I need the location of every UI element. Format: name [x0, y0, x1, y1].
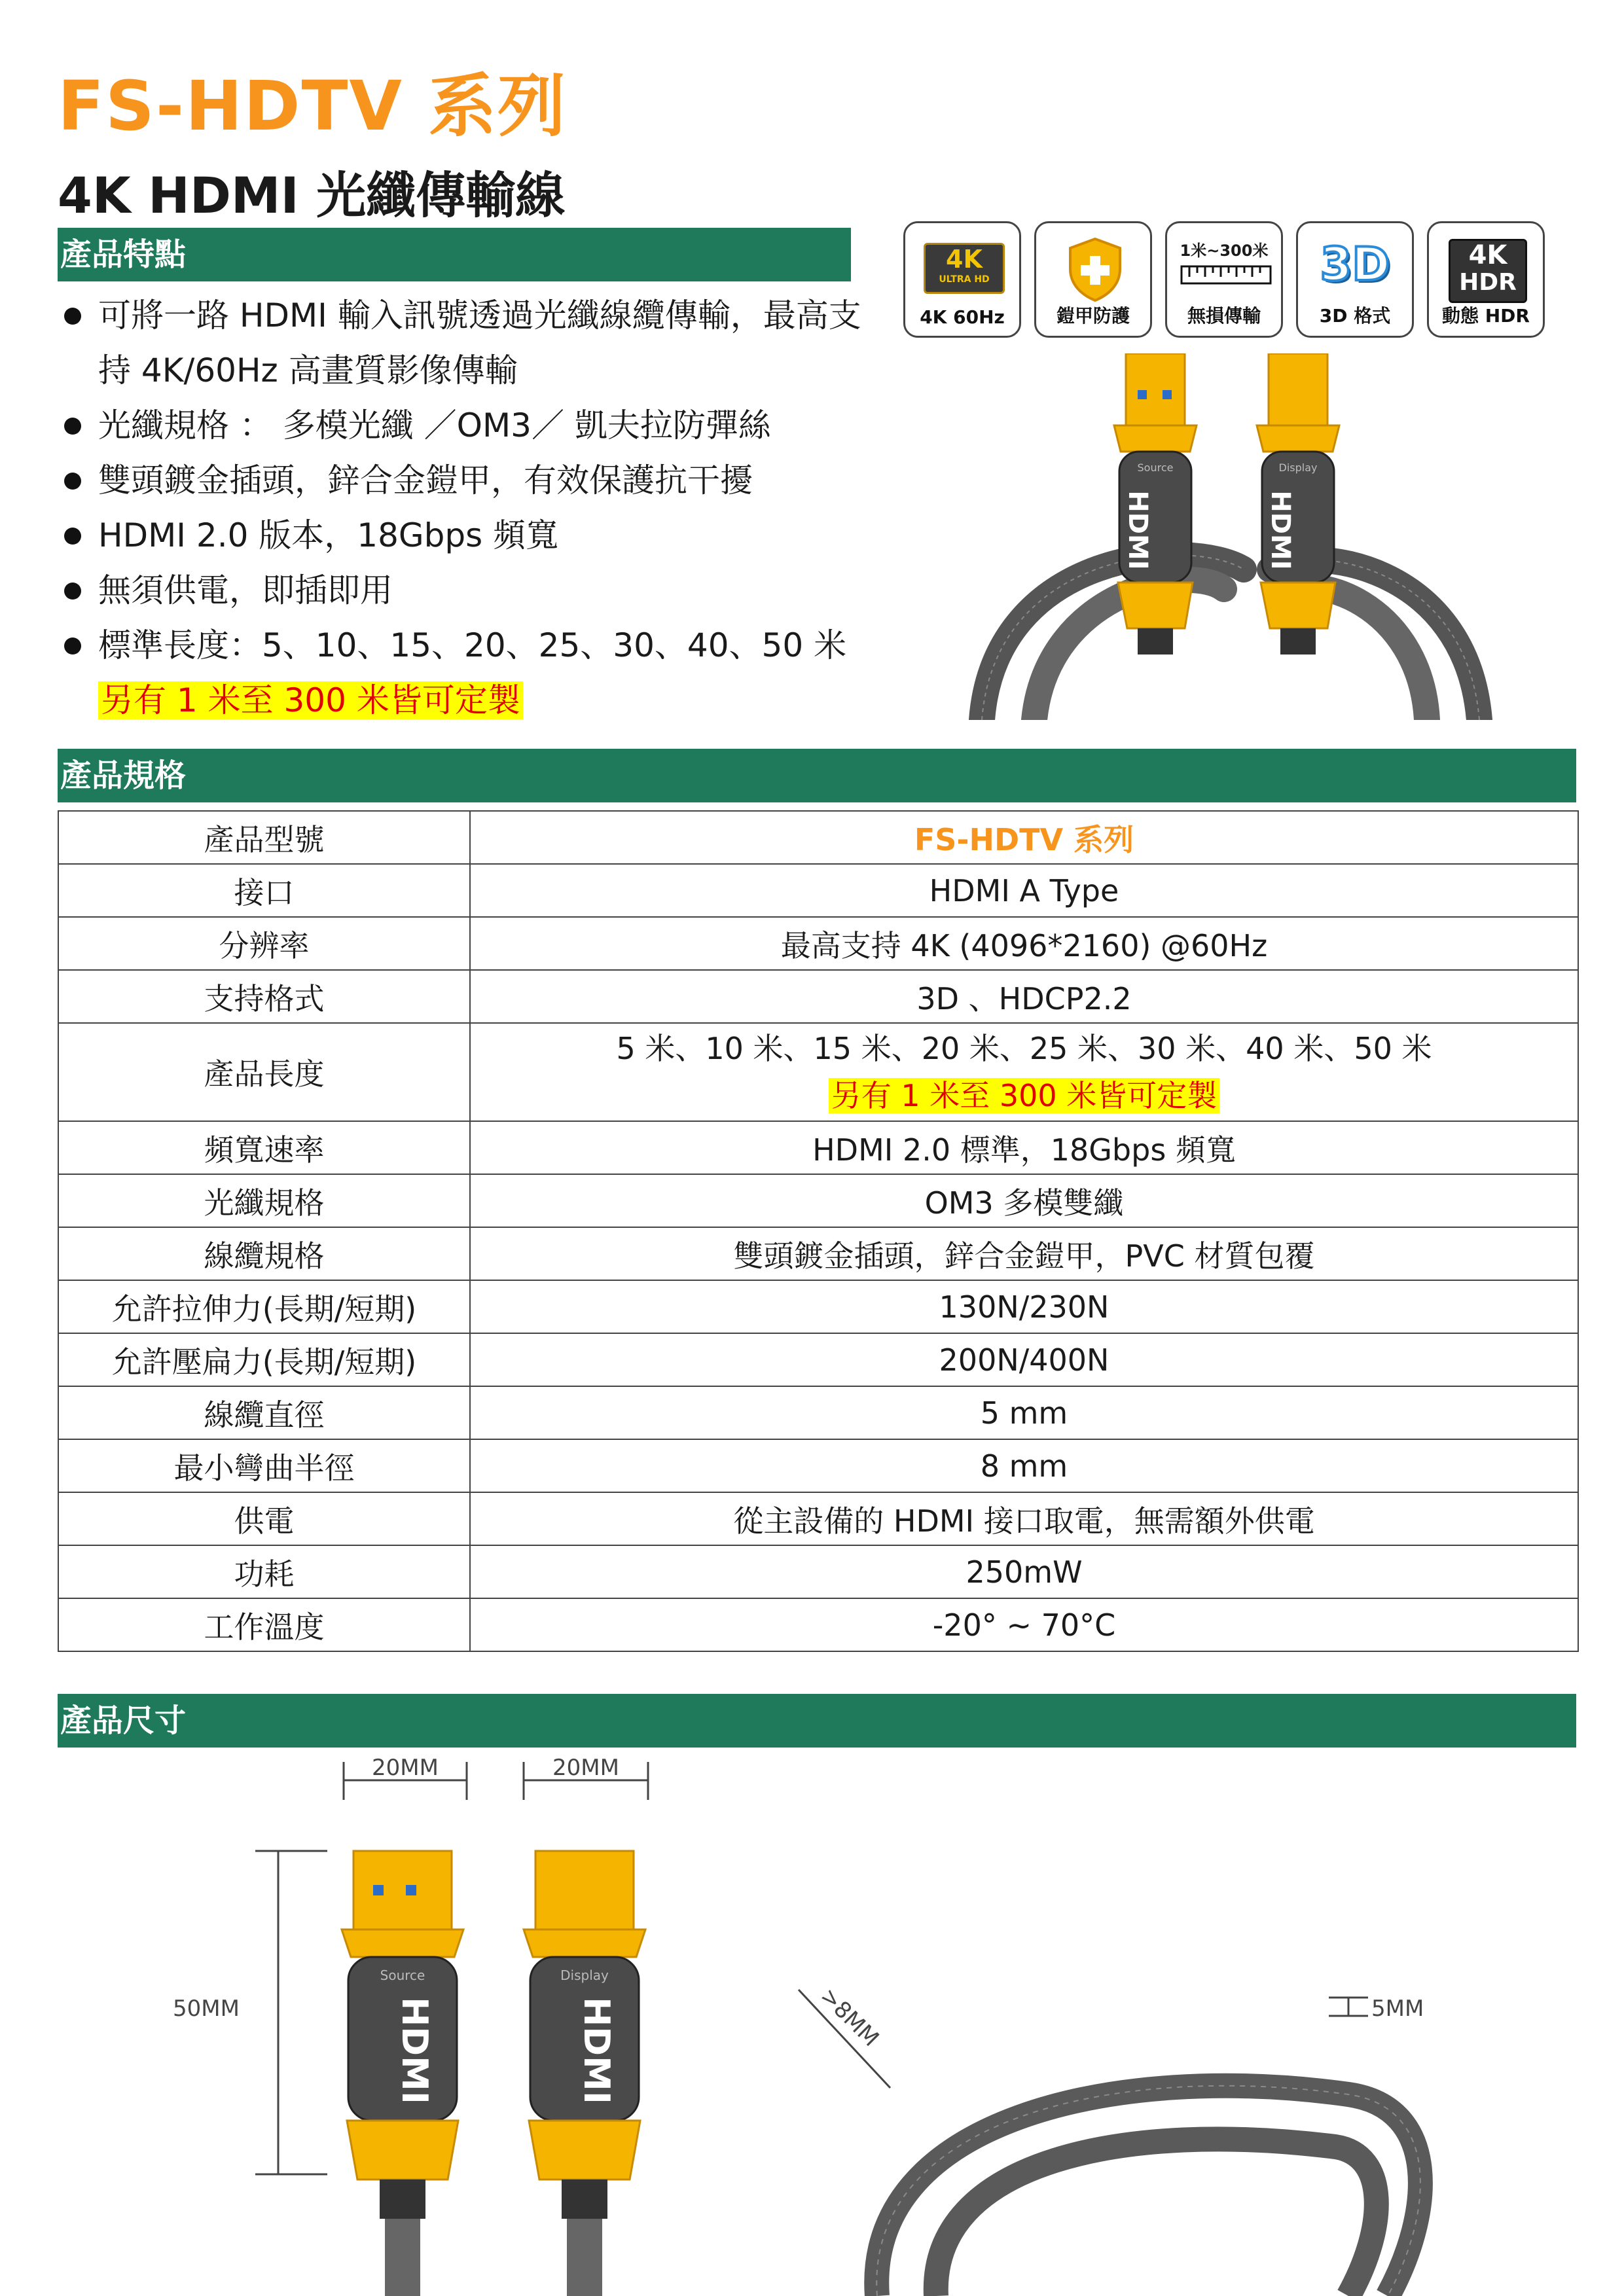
svg-text:HDMI: HDMI: [576, 1997, 617, 2104]
svg-text:HDMI: HDMI: [1265, 490, 1295, 570]
svg-text:HDMI: HDMI: [1123, 490, 1153, 570]
bullet-icon: [64, 473, 81, 490]
feature-item: 可將一路 HDMI 輸入訊號透過光纖線纜傳輸，最高支持 4K/60Hz 高畫質影像傳輸: [58, 288, 869, 398]
features-list: [58, 288, 869, 728]
bullet-icon: [64, 418, 81, 435]
table-row: 線纜規格 雙頭鍍金插頭，鋅合金鎧甲，PVC 材質包覆: [58, 1227, 1578, 1280]
table-row: 產品長度 5 米、10 米、15 米、20 米、25 米、30 米、40 米、50 米 另有 1 米至 300 米皆可定製: [58, 1023, 1578, 1121]
table-row: 產品型號 FS-HDTV 系列: [58, 811, 1578, 864]
table-row: 支持格式 3D 、HDCP2.2: [58, 970, 1578, 1023]
4k-ultra-hd-icon: 4K ULTRA HD: [924, 243, 1005, 294]
table-row: 光纖規格 OM3 多模雙纖: [58, 1174, 1578, 1227]
svg-text:Source: Source: [380, 1967, 425, 1983]
lossless-transmission-badge: 1米~300米 無損傳輸: [1165, 221, 1283, 338]
table-row: 線纜直徑 5 mm: [58, 1386, 1578, 1439]
bullet-icon: [64, 583, 81, 600]
feature-item: 無須供電，即插即用: [58, 563, 869, 618]
specs-section-title: 產品規格: [58, 749, 1576, 802]
bullet-icon: [64, 637, 81, 655]
4k-ultra-hd-badge: 4K ULTRA HD 4K 60Hz: [903, 221, 1021, 338]
dimension-drawing: [0, 1754, 1624, 2296]
svg-text:>8MM: >8MM: [815, 1982, 884, 2052]
feature-item: 光纖規格 ： 多模光纖 ／OM3／ 凱夫拉防彈絲: [58, 398, 869, 453]
svg-text:Display: Display: [1278, 461, 1318, 474]
svg-text:50MM: 50MM: [173, 1996, 240, 2022]
table-row: 供電 從主設備的 HDMI 接口取電，無需額外供電: [58, 1492, 1578, 1545]
svg-text:HDMI: HDMI: [394, 1997, 435, 2104]
feature-item: 雙頭鍍金插頭，鋅合金鎧甲，有效保護抗干擾: [58, 453, 869, 508]
shield-icon: [1066, 236, 1124, 302]
product-title: 4K HDMI 光纖傳輸線: [58, 166, 566, 224]
features-section-title: 產品特點: [58, 228, 851, 281]
ruler-icon: [1180, 262, 1272, 286]
table-row: 最小彎曲半徑 8 mm: [58, 1439, 1578, 1492]
svg-text:Source: Source: [1137, 461, 1174, 474]
bullet-icon: [64, 528, 81, 545]
4k-hdr-icon: 4K HDR: [1449, 239, 1527, 303]
table-row: 分辨率 最高支持 4K (4096*2160) @60Hz: [58, 917, 1578, 970]
cable-product-image: [943, 353, 1519, 720]
table-row: 工作溫度 -20° ~ 70°C: [58, 1598, 1578, 1651]
table-row: 功耗 250mW: [58, 1545, 1578, 1598]
table-row: 允許拉伸力(長期/短期) 130N/230N: [58, 1280, 1578, 1333]
custom-length-note: 另有 1 米至 300 米皆可定製: [58, 673, 869, 728]
series-title: FS-HDTV 系列: [58, 66, 568, 146]
armor-protection-badge: 鎧甲防護: [1034, 221, 1152, 338]
table-row: 接口 HDMI A Type: [58, 864, 1578, 917]
feature-item: HDMI 2.0 版本，18Gbps 頻寬: [58, 508, 869, 563]
3d-format-badge: 3D 3D 格式: [1296, 221, 1414, 338]
spec-table: [58, 810, 1579, 1652]
svg-text:20MM: 20MM: [372, 1755, 439, 1781]
svg-text:Display: Display: [560, 1967, 609, 1983]
svg-text:20MM: 20MM: [552, 1755, 619, 1781]
bullet-icon: [64, 308, 81, 325]
feature-item: 標準長度：5、10、15、20、25、30、40、50 米: [58, 618, 869, 673]
3d-icon: 3D: [1320, 238, 1390, 291]
svg-text:5MM: 5MM: [1371, 1996, 1424, 2022]
size-section-title: 產品尺寸: [58, 1694, 1576, 1748]
4k-hdr-badge: 4K HDR 動態 HDR: [1427, 221, 1545, 338]
table-row: 頻寬速率 HDMI 2.0 標準，18Gbps 頻寬: [58, 1121, 1578, 1174]
table-row: 允許壓扁力(長期/短期) 200N/400N: [58, 1333, 1578, 1386]
